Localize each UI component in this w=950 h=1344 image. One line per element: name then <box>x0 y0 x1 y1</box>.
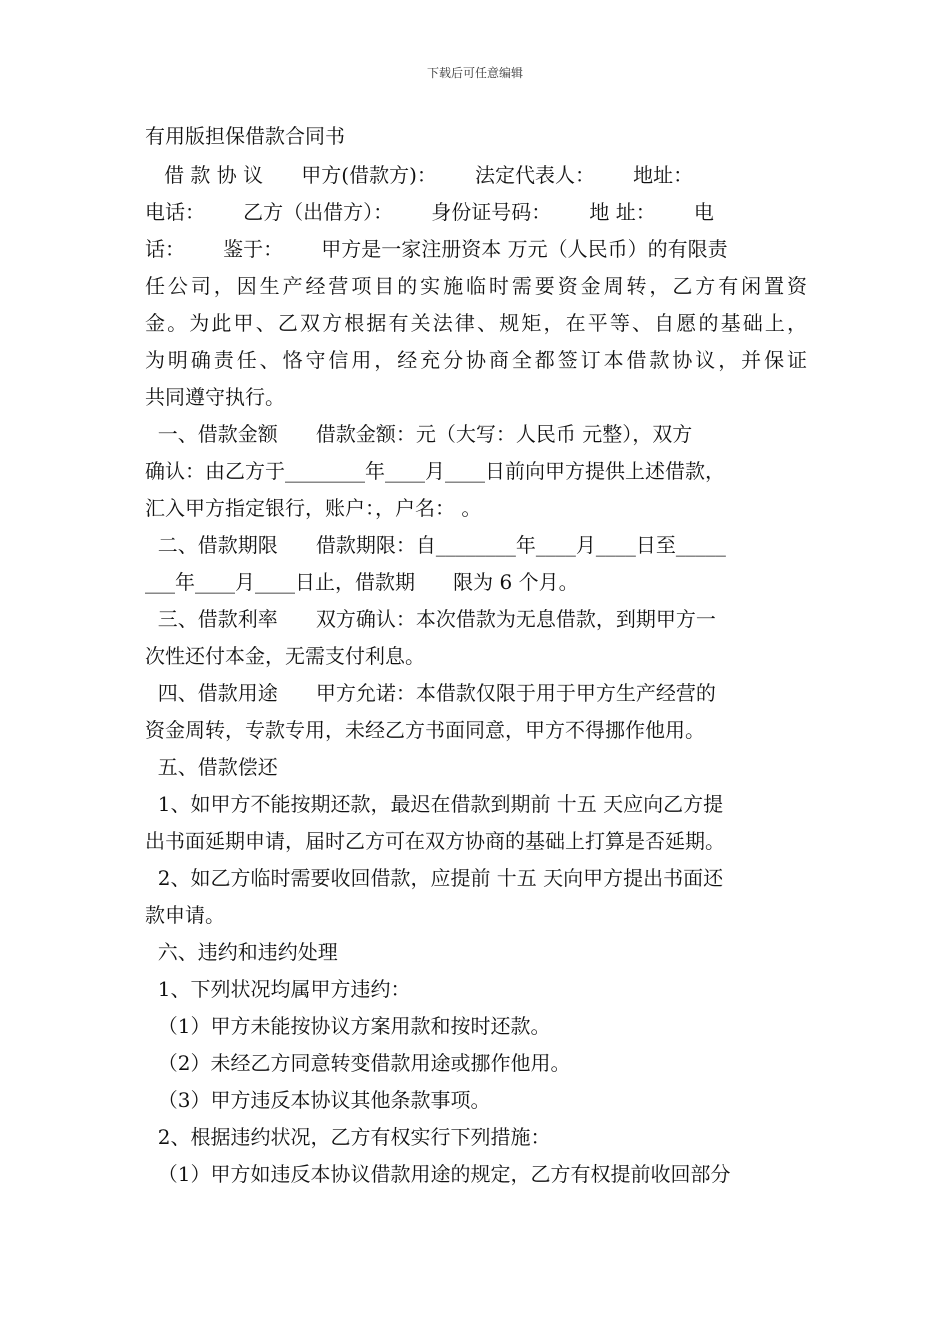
body-line-11: 二、借款期限 借款期限：自________年____月____日至_____ <box>145 533 726 557</box>
body-line-18: 1、如甲方不能按期还款，最迟在借款到期前 十五 天应向乙方提 <box>145 792 724 816</box>
body-line-24: （1）甲方未能按协议方案用款和按时还款。 <box>145 1014 551 1038</box>
body-line-27: 2、根据违约状况，乙方有权实行下列措施： <box>145 1125 551 1149</box>
body-line-4: 任公司，因生产经营项目的实施临时需要资金周转，乙方有闲置资 <box>145 274 807 298</box>
body-line-15: 四、借款用途 甲方允诺：本借款仅限于用于甲方生产经营的 <box>145 681 716 705</box>
body-line-8: 一、借款金额 借款金额：元（大写：人民币 元整），双方 <box>145 422 693 446</box>
body-line-13: 三、借款利率 双方确认：本次借款为无息借款，到期甲方一 <box>145 607 716 631</box>
document-title: 有用版担保借款合同书 <box>145 124 345 148</box>
body-line-16: 资金周转，专款专用，未经乙方书面同意，甲方不得挪作他用。 <box>145 718 705 742</box>
body-line-12: ___年____月____日止，借款期 限为 6 个月。 <box>145 570 579 594</box>
body-line-14: 次性还付本金，无需支付利息。 <box>145 644 425 668</box>
body-line-19: 出书面延期申请，届时乙方可在双方协商的基础上打算是否延期。 <box>145 829 725 853</box>
body-line-9: 确认：由乙方于________年____月____日前向甲方提供上述借款， <box>145 459 725 483</box>
body-line-20: 2、如乙方临时需要收回借款，应提前 十五 天向甲方提出书面还 <box>145 866 724 890</box>
body-line-5: 金。为此甲、乙双方根据有关法律、规矩，在平等、自愿的基础上， <box>145 311 807 335</box>
body-line-2: 电话： 乙方（出借方）： 身份证号码： 地 址： 电 <box>145 200 714 224</box>
body-line-25: （2）未经乙方同意转变借款用途或挪作他用。 <box>145 1051 571 1075</box>
body-line-23: 1、下列状况均属甲方违约： <box>145 977 411 1001</box>
page-header-note: 下载后可任意编辑 <box>426 66 523 80</box>
body-line-28: （1）甲方如违反本协议借款用途的规定，乙方有权提前收回部分 <box>145 1162 731 1186</box>
body-line-10: 汇入甲方指定银行，账户：，户名： 。 <box>145 496 482 520</box>
body-line-21: 款申请。 <box>145 903 225 927</box>
body-line-17: 五、借款偿还 <box>145 755 278 779</box>
body-line-6: 为明确责任、恪守信用，经充分协商全都签订本借款协议，并保证 <box>145 348 807 372</box>
body-line-22: 六、违约和违约处理 <box>145 940 338 964</box>
body-line-3: 话： 鉴于： 甲方是一家注册资本 万元（人民币）的有限责 <box>145 237 728 261</box>
body-line-7: 共同遵守执行。 <box>145 385 285 409</box>
body-line-1: 借 款 协 议 甲方(借款方)： 法定代表人： 地址： <box>145 163 694 187</box>
contract-body <box>145 157 807 1193</box>
body-line-26: （3）甲方违反本协议其他条款事项。 <box>145 1088 491 1112</box>
